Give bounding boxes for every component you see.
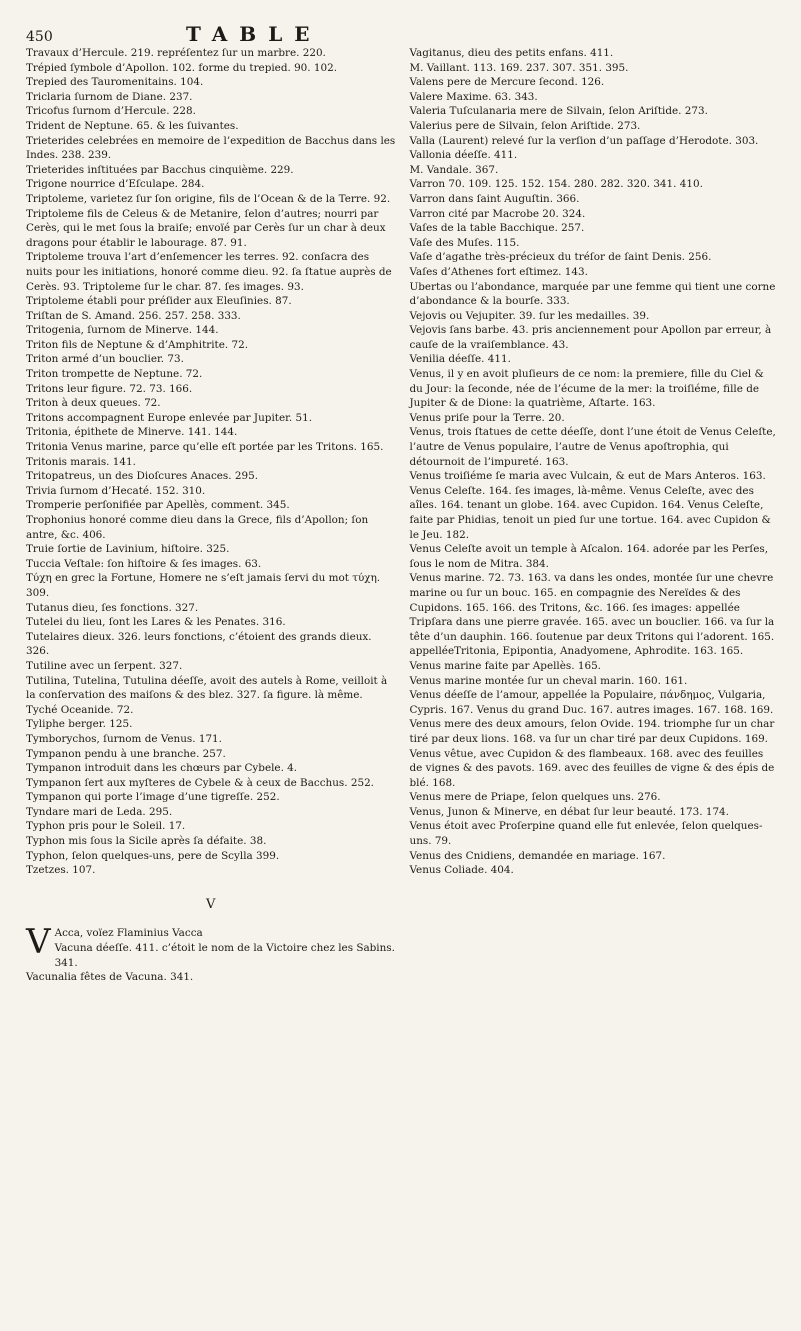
index-entry: Ubertas ou l’abondance, marquée par une femme qui tient une corne d’abondance & la bourſe. 333. — [409, 280, 776, 308]
index-entry: Triptoleme, varietez ſur ſon origine, fils de l’Ocean & de la Terre. 92. Triptoleme fils de Celeus & de Metanire, ſelon d’autres; nourri par Cerès, qui le met ſous la braiſe; envoïé par Cerès ſur un char à deux dragons pour établir le labourage. 87. 91. — [26, 192, 391, 249]
index-entry: Tympanon introduit dans les chœurs par Cybele. 4. — [26, 762, 298, 775]
index-entry: Valere Maxime. 63. 343. — [409, 90, 538, 103]
index-entry: Venus troiſiéme ſe maria avec Vulcain, & eut de Mars Anteros. 163. — [409, 470, 766, 483]
index-entry: Venus déeſſe de l’amour, appellée la Populaire, πάνδημος, Vulgaria, Cypris. 167. Venus du grand Duc. 167. autres images. 167. 168. 169. — [409, 689, 774, 716]
index-entry: Τύχη en grec la Fortune, Homere ne s’eſt jamais ſervi du mot τύχη. 309. — [26, 572, 381, 599]
index-entry: Venus marine montée ſur un cheval marin. 160. 161. — [409, 674, 688, 687]
index-entry: Vagitanus, dieu des petits enfans. 411. — [409, 47, 614, 59]
index-entry: Valerius pere de Silvain, ſelon Ariſtide. 273. — [409, 119, 641, 132]
index-entry: Venus marine faite par Apellès. 165. — [409, 659, 601, 672]
index-entry: V Acca, voïez Flaminius Vacca — [26, 922, 203, 963]
index-entry: Triptoleme établi pour préſider aux Eleuſinies. 87. — [26, 295, 292, 308]
index-entry: Trepied des Tauromenitains. 104. — [26, 76, 204, 89]
index-entry: Tymborychos, ſurnom de Venus. 171. — [26, 732, 222, 745]
index-entry: Tympanon pendu à une branche. 257. — [26, 747, 226, 760]
index-entry: Tritonis marais. 141. — [26, 455, 136, 468]
index-entry: Venus, il y en avoit pluſieurs de ce nom: la premiere, fille du Ciel & du Jour: la ſeconde, née de l’écume de la mer: la troiſiéme, fille de Jupiter & de Dione: la quatrième, Aſtarte. 163. — [409, 368, 764, 410]
index-entry: Varron cité par Macrobe 20. 324. — [409, 207, 586, 220]
index-entry: Venus priſe pour la Terre. 20. — [409, 411, 565, 424]
index-entry: Tzetzes. 107. — [26, 864, 96, 877]
index-entry: Venus Celeſte. 164. ſes images, là-même. Venus Celeſte, avec des aîles. 164. tenant un globe. 164. avec Cupidon. 164. Venus Celeſte, faite par Phidias, tenoit un pied ſur une tortue. 164. avec Cupidon & le Jeu. 182. — [409, 484, 771, 541]
index-entry: Venus Coliade. 404. — [409, 864, 514, 877]
index-entry: Triclaria ſurnom de Diane. 237. — [26, 90, 193, 103]
index-entry: Trigone nourrice d’Eſculape. 284. — [26, 178, 205, 191]
index-entry: Tutilina, Tutelina, Tutulina déeſſe, avoit des autels à Rome, veilloit à la conſervation des maiſons & des blez. 327. ſa figure. là même. — [26, 674, 388, 702]
index-entry: Vallonia déeſſe. 411. — [409, 149, 518, 162]
index-entry: Tuccia Veſtale: ſon hiſtoire & ſes images. 63. — [26, 557, 262, 570]
index-entry: Typhon pris pour le Soleil. 17. — [26, 820, 186, 833]
index-column-right — [410, 46, 780, 985]
index-entry: Tyché Oceanide. 72. — [26, 703, 134, 716]
index-entry: Venilia déeſſe. 411. — [409, 353, 511, 366]
index-entry: Vaſe des Muſes. 115. — [409, 236, 520, 249]
running-title: TABLE — [186, 22, 322, 46]
index-entry: Tutelei du lieu, ſont les Lares & les Penates. 316. — [26, 616, 286, 629]
page-header — [26, 22, 779, 46]
index-entry: Varron 70. 109. 125. 152. 154. 280. 282. 320. 341. 410. — [409, 178, 703, 191]
index-entry: Venus mere de Priape, ſelon quelques uns. 276. — [409, 791, 661, 804]
index-entry: Venus, Junon & Minerve, en débat ſur leur beauté. 173. 174. — [409, 805, 729, 818]
index-entry: Triton fils de Neptune & d’Amphitrite. 72. — [26, 338, 248, 351]
drop-cap: V — [26, 922, 51, 963]
index-entry: Travaux d’Hercule. 219. repréſentez ſur un marbre. 220. — [26, 47, 326, 59]
index-entry: Vaſes de la table Bacchique. 257. — [409, 222, 585, 235]
index-entry: Venus vêtue, avec Cupidon & des flambeaux. 168. avec des feuilles de vignes & des pavots. 169. avec des feuilles de vigne & des épis de blé. 168. — [409, 747, 775, 789]
index-entry: Valla (Laurent) relevé ſur la verſion d’un paſſage d’Herodote. 303. — [409, 134, 759, 147]
index-entry: Tritons accompagnent Europe enlevée par Jupiter. 51. — [26, 411, 313, 424]
index-entry: Tritonia, épithete de Minerve. 141. 144. — [26, 426, 238, 439]
entry-list-v-continued — [410, 46, 780, 878]
index-entry: M. Vaillant. 113. 169. 237. 307. 351. 395. — [409, 61, 629, 74]
index-entry: Venus Celeſte avoit un temple à Aſcalon. 164. adorée par les Perſes, ſous le nom de Mitra. 384. — [409, 543, 769, 570]
index-entry: Triton trompette de Neptune. 72. — [26, 368, 203, 381]
index-entry: Tutiline avec un ſerpent. 327. — [26, 659, 183, 672]
index-entry: Tyliphe berger. 125. — [26, 718, 133, 731]
index-entry: Tritonia Venus marine, parce qu’elle eſt portée par les Tritons. 165. — [26, 441, 384, 454]
index-entry: Tricofus ſurnom d’Hercule. 228. — [26, 105, 196, 118]
index-entry: M. Vandale. 367. — [409, 163, 499, 176]
index-entry: Typhon mis ſous la Sicile après ſa défaite. 38. — [26, 835, 267, 848]
page-number: 450 — [26, 29, 53, 45]
index-entry: Tritogenia, ſurnom de Minerve. 144. — [26, 324, 219, 337]
index-entry: Typhon, ſelon quelques-uns, pere de Scylla 399. — [26, 849, 280, 862]
index-entry: Trivia ſurnom d’Hecaté. 152. 310. — [26, 484, 206, 497]
index-entry: Trieterides inſtituées par Bacchus cinquième. 229. — [26, 163, 294, 176]
index-entry: Tympanon qui porte l’image d’une tigreſſe. 252. — [26, 791, 280, 804]
index-entry: Tritopatreus, un des Dioſcures Anaces. 295. — [26, 470, 258, 483]
index-entry: Triton à deux queues. 72. — [26, 397, 161, 410]
index-entry: Triton armé d’un bouclier. 73. — [26, 353, 184, 366]
index-entry: Trident de Neptune. 65. & les ſuivantes. — [26, 119, 239, 132]
index-entry: Tritons leur figure. 72. 73. 166. — [26, 382, 193, 395]
index-entry: Varron dans ſaint Auguſtin. 366. — [409, 192, 580, 205]
index-entry: Tympanon ſert aux myſteres de Cybele & à ceux de Bacchus. 252. — [26, 776, 374, 789]
index-entry: Triptoleme trouva l’art d’enſemencer les terres. 92. conſacra des nuits pour les initiations, honoré comme dieu. 92. ſa ſtatue auprès de Cerès. 93. Triptoleme ſur le char. 87. ſes images. 93. — [26, 251, 392, 293]
index-entry: Trieterides celebrées en memoire de l’expedition de Bacchus dans les Indes. 238. 239. — [26, 134, 396, 162]
index-entry: Truie ſortie de Lavinium, hiſtoire. 325. — [26, 543, 230, 556]
index-entry: Venus des Cnidiens, demandée en mariage. 167. — [409, 849, 666, 862]
index-entry: Triſtan de S. Amand. 256. 257. 258. 333. — [26, 309, 241, 322]
index-entry: Trépied ſymbole d’Apollon. 102. forme du trepied. 90. 102. — [26, 61, 338, 74]
index-entry: Venus marine. 72. 73. 163. va dans les ondes, montée ſur une chevre marine ou ſur un bouc. 165. en compagnie des Nereïdes & des Cupidons. 165. 166. des Tritons, &c. 166. ſes images: appellée Tripſara dans une pierre gravée. 165. avec un bouclier. 166. va ſur la tête d’un dauphin. 166. ſoutenue par deux Tritons qui l’adorent. 165. appelléeTritonia, Epipontia, Anadyomene, Aphrodite. 163. 165. — [409, 572, 775, 658]
index-entry: Tutanus dieu, ſes fonctions. 327. — [26, 601, 199, 614]
index-entry: Venus mere des deux amours, ſelon Ovide. 194. triomphe ſur un char tiré par deux lions. 168. va ſur un char tiré par deux Cupidons. 169. — [409, 718, 775, 745]
index-entry: Valeria Tuſculanaria mere de Silvain, ſelon Ariſtide. 273. — [409, 105, 708, 118]
entry-list-v — [26, 922, 396, 984]
index-entry: Tutelaires dieux. 326. leurs fonctions, c’étoient des grands dieux. 326. — [26, 630, 372, 658]
index-entry: Tyndare mari de Leda. 295. — [26, 805, 173, 818]
index-entry: Vacuna déeſſe. 411. c’étoit le nom de la Victoire chez les Sabins. 341. — [54, 942, 395, 969]
index-entry: Tromperie perſonifiée par Apellès, comment. 345. — [26, 499, 290, 512]
entry-list-t — [26, 46, 396, 878]
index-entry: Vaſe d’agathe très-précieux du tréſor de ſaint Denis. 256. — [409, 251, 712, 264]
index-entry: Vaſes d’Athenes fort eſtimez. 143. — [409, 265, 588, 278]
index-entry: Vejovis ſans barbe. 43. pris anciennement pour Apollon par erreur, à cauſe de la vraiſemblance. 43. — [409, 324, 772, 351]
index-entry: Venus étoit avec Proſerpine quand elle fut enlevée, ſelon quelques-uns. 79. — [409, 820, 763, 848]
index-entry: Valens pere de Mercure ſecond. 126. — [409, 76, 605, 89]
index-entry: Trophonius honoré comme dieu dans la Grece, fils d’Apollon; ſon antre, &c. 406. — [26, 514, 369, 541]
index-column-left — [26, 46, 396, 985]
index-entry: Venus, trois ſtatues de cette déeſſe, dont l’une étoit de Venus Celeſte, l’autre de Venus populaire, l’autre de Venus apoſtrophia, qui détournoit de l’impureté. 163. — [409, 426, 776, 468]
index-entry: Vacunalia fêtes de Vacuna. 341. — [26, 971, 194, 984]
letter-section-head: V — [206, 896, 216, 912]
index-columns — [26, 46, 779, 985]
index-entry: Vejovis ou Vejupiter. 39. ſur les medailles. 39. — [409, 309, 650, 322]
